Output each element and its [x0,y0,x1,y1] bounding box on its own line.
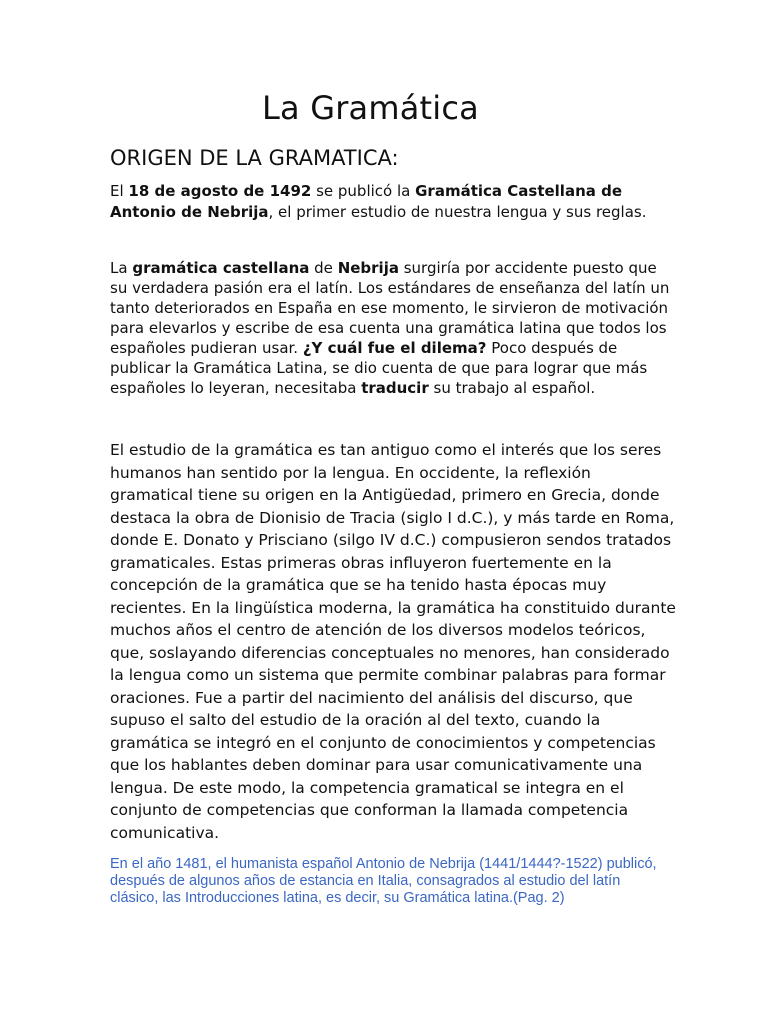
p1-text-2: se publicó la [311,182,416,200]
p2-bold-1: gramática castellana [132,259,310,277]
p2-text-1: La [110,259,133,277]
paragraph-3: El estudio de la gramática es tan antiguo como el interés que los seres humanos han sentido por la lengua. En occidente, la reflexión gramatical tiene su origen en la Antigüedad, primero en Grecia, donde destaca la obra de Dionisio de Tracia (siglo I d.C.), y más tarde en Roma, donde E. Donato y Prisciano (silgo IV d.C.) compusieron sendos tratados gramaticales. Estas primeras obras influyeron fuertemente en la concepción de la gramática que se ha tenido hasta épocas muy recientes. En la lingüística moderna, la gramática ha constituido durante muchos años el centro de atención de los diversos modelos teóricos, que, soslayando diferencias conceptuales no menores, han considerado la lengua como un sistema que permite combinar palabras para formar oraciones. Fue a partir del nacimiento del análisis del discurso, que supuso el salto del estudio de la oración al del texto, cuando la gramática se integró en el conjunto de conocimientos y competencias que los hablantes deben dominar para usar comunicativamente una lengua. De este modo, la competencia gramatical se integra en el conjunto de competencias que conforman la llamada competencia comunicativa. [110,441,676,842]
document-title: La Gramática [262,89,479,127]
paragraph-2 [110,258,670,398]
p2-bold-4: traducir [361,379,429,397]
citation-paragraph: En el año 1481, el humanista español Antonio de Nebrija (1441/1444?-1522) publicó, después de algunos años de estancia en Italia, consagrados al estudio del latín clásico, las Introducciones latina, es decir, su Gramática latina.(Pag. 2) [110,856,657,906]
p1-bold-date: 18 de agosto de 1492 [128,182,312,200]
p1-bold-work: Gramática Castellana de Antonio de Nebrija [110,182,622,221]
p2-bold-2: Nebrija [337,259,399,277]
p1-text-1: El [110,182,129,200]
p2-text-2: de [309,259,338,277]
p2-text-4: Poco después de publicar la Gramática Latina, se dio cuenta de que para lograr que más españoles lo leyeran, necesitaba [110,339,648,397]
p1-text-3: , el primer estudio de nuestra lengua y sus reglas. [268,203,647,221]
p2-text-5: su trabajo al español. [428,379,596,397]
paragraph-1 [110,181,670,223]
p2-text-3: surgiría por accidente puesto que su verdadera pasión era el latín. Los estándares de enseñanza del latín un tanto deteriorados en España en ese momento, le sirvieron de motivación para elevarlos y escribe de esa cuenta una gramática latina que todos los españoles pudieran usar. [110,259,670,357]
section-heading: ORIGEN DE LA GRAMATICA: [110,146,399,170]
p2-bold-3: ¿Y cuál fue el dilema? [302,339,487,357]
